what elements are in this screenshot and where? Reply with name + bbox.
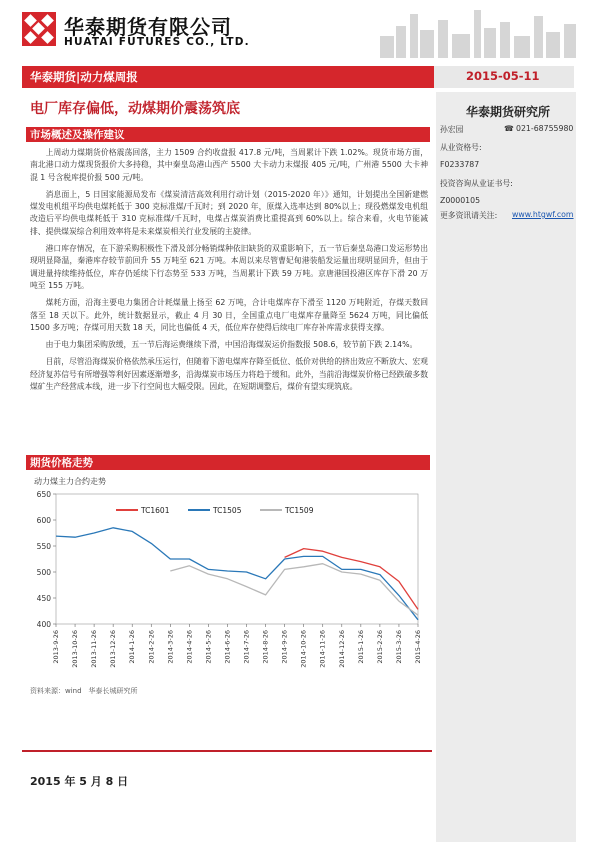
paragraph: 目前，尽管沿海煤炭价格依然承压运行，但随着下游电煤库存降至低位、低价对供给的挤出效应不断放大、宏观经济复苏信号有所增强等利好因素逐渐增多，沿海煤炭市场压力将趋于缓和。此外，当前沿海煤炭价格已经跌破多数煤矿生产经营成本线，进一步下行空间也大幅受限。因此，在短期调整后，煤价有望实现筑底。	[30, 357, 428, 392]
advisor-number: Z0000105	[440, 196, 481, 205]
header-decoration	[360, 8, 585, 58]
paragraph: 由于电力集团采购放缓，五一节后海运费继续下滑，中国沿海煤炭运价指数报 508.6，较节前下跌 2.14%。	[45, 340, 418, 350]
overview-body	[30, 147, 428, 398]
x-tick-label: 2014-9-26	[280, 630, 289, 664]
x-tick-label: 2014-1-26	[128, 630, 137, 664]
y-tick-label: 550	[36, 542, 51, 551]
y-tick-label: 400	[36, 620, 51, 629]
x-tick-label: 2015-1-26	[356, 630, 365, 664]
y-tick-label: 600	[36, 516, 51, 525]
data-source: 资料来源：wind 华泰长城研究所	[30, 687, 138, 695]
analyst-name: 孙宏园	[440, 125, 464, 134]
x-tick-label: 2014-3-26	[166, 630, 175, 664]
x-tick-label: 2014-12-26	[337, 630, 346, 668]
paragraph: 港口库存情况，在下游采购积极性下滑及部分畅销煤种依旧缺货的双重影响下，五一节后秦皇岛港口发运形势出现明显降温，秦港库存较节前回升 55 万吨至 621 万吨。本周以来尽管曹妃甸港装船发运量出现明显回升，但由于调进量持续维持低位，库存仍延续下行态势至 533 万吨，当周累计下跌 59 万吨。京唐港国投港区库存下滑 20 万吨至 155 万吨。	[30, 244, 428, 290]
x-tick-label: 2013-9-26	[52, 630, 60, 664]
section-title-overview: 市场概述及操作建议	[30, 129, 125, 141]
x-tick-label: 2014-4-26	[185, 630, 194, 664]
x-tick-label: 2014-7-26	[242, 630, 251, 664]
more-info-label: 更多资讯请关注:	[440, 211, 498, 220]
paragraph: 消息面上，5 日国家能源局发布《煤炭清洁高效利用行动计划（2015-2020 年）》通知，计划提出全国新建燃煤发电机组平均供电煤耗低于 300 克标准煤/千瓦时；到 2020 年，原煤入选率达到 80%以上；现役燃煤发电机组改造后平均供电煤耗低于 310 克标准煤/千瓦时，电煤占煤炭消费比重提高到 60%以上。综合来看，火电节能减排、提供煤炭综合利用效率将是未来煤炭相关行业发展的主旋律。	[30, 189, 428, 236]
x-tick-label: 2013-11-26	[90, 630, 99, 668]
y-tick-label: 450	[36, 594, 51, 603]
series-line-tc1505	[56, 528, 418, 620]
footer-rule	[22, 750, 432, 752]
y-tick-label: 650	[36, 490, 51, 499]
company-name-en: HUATAI FUTURES CO., LTD.	[64, 36, 250, 48]
footer-date: 2015 年 5 月 8 日	[30, 775, 129, 788]
legend-label: TC1601	[141, 506, 170, 515]
x-tick-label: 2015-2-26	[375, 630, 384, 664]
advisor-label: 投资咨询从业证书号:	[440, 179, 513, 188]
phone-icon: ☎	[504, 124, 514, 133]
x-tick-label: 2013-12-26	[109, 630, 118, 668]
x-tick-label: 2015-4-26	[414, 630, 422, 664]
x-tick-label: 2014-5-26	[204, 630, 213, 664]
report-name: 华泰期货|动力煤周报	[30, 70, 138, 84]
x-tick-label: 2013-10-26	[71, 630, 80, 668]
y-tick-label: 500	[36, 568, 51, 577]
sidebar-title: 华泰期货研究所	[466, 105, 551, 119]
chart-title: 动力煤主力合约走势	[34, 477, 106, 486]
cert-label: 从业资格号:	[440, 143, 482, 152]
x-tick-label: 2014-6-26	[223, 630, 232, 664]
paragraph: 上周动力煤期货价格震荡回落，主力 1509 合约收盘报 417.8 元/吨，当周累计下跌 1.02%。现货市场方面，南北港口动力煤现货报价大多持稳，其中秦皇岛港山西产 5500 大卡动力末煤报 405 元/吨，广州港 5500 大卡神混 1 号含税库提价报 500 元/吨。	[30, 148, 428, 182]
company-logo	[22, 12, 56, 46]
website-link[interactable]: www.htgwf.com	[512, 210, 574, 219]
analyst-phone: 021-68755980	[516, 124, 574, 133]
paragraph: 煤耗方面，沿海主要电力集团合计耗煤量上扬至 62 万吨，合计电煤库存下滑至 1120 万吨附近，存煤天数回落至 18 天以下。此外，统计数据显示，截止 4 月 30 日，全国重点电厂电煤库存量降至 5624 万吨，同比偏低 1500 多万吨；存煤可用天数 18 天，同比也偏低 4 天，低位库存使得后续电厂库存补库需求获得支撑。	[30, 298, 428, 332]
x-tick-label: 2014-11-26	[318, 630, 327, 668]
cert-number: F0233787	[440, 160, 480, 169]
x-tick-label: 2014-10-26	[299, 630, 308, 668]
x-tick-label: 2014-8-26	[261, 630, 270, 664]
section-title-futures: 期货价格走势	[30, 457, 93, 469]
legend-label: TC1505	[213, 506, 242, 515]
report-date: 2015-05-11	[466, 69, 540, 83]
x-tick-label: 2015-3-26	[394, 630, 403, 664]
x-tick-label: 2014-2-26	[147, 630, 156, 664]
price-line-chart	[28, 486, 428, 676]
company-name-cn: 华泰期货有限公司	[64, 15, 232, 39]
legend-label: TC1509	[285, 506, 314, 515]
page-title: 电厂库存偏低，动煤期价震荡筑底	[30, 101, 240, 117]
series-line-tc1509	[170, 564, 418, 616]
